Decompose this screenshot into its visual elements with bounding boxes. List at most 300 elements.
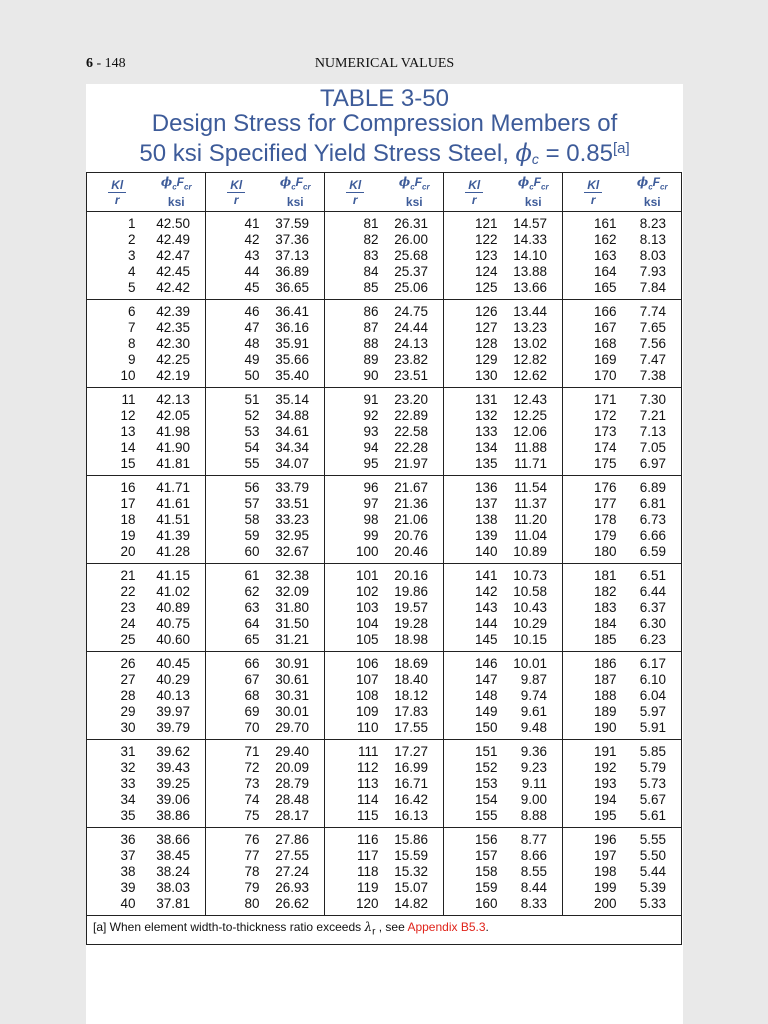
stress-value: 20.46 (394, 544, 428, 559)
stress-value: 14.57 (513, 216, 547, 231)
stress-value: 42.13 (156, 392, 190, 407)
kl-denominator: r (114, 192, 120, 207)
kl-r-value: 8 (127, 336, 136, 351)
kl-r-cell (444, 300, 505, 388)
kl-r-cell (87, 300, 148, 388)
stress-value: 9.00 (520, 792, 547, 807)
stress-value: 30.31 (275, 688, 309, 703)
stress-value: 12.62 (513, 368, 547, 383)
kl-r-value: 1 (127, 216, 136, 231)
kl-r-value: 14 (120, 440, 136, 455)
kl-r-value: 123 (474, 248, 498, 263)
stress-value: 38.45 (156, 848, 190, 863)
stress-value: 16.99 (394, 760, 428, 775)
kl-r-value: 169 (593, 352, 617, 367)
stress-value: 5.61 (639, 808, 666, 823)
phi-subscript: c (410, 182, 415, 192)
running-title: NUMERICAL VALUES (314, 56, 455, 71)
kl-r-value: 104 (355, 616, 379, 631)
stress-value: 7.65 (639, 320, 666, 335)
kl-r-value: 189 (593, 704, 617, 719)
kl-r-value: 165 (593, 280, 617, 295)
stress-value: 11.71 (514, 456, 547, 471)
stress-value: 22.28 (394, 440, 428, 455)
kl-r-cell (206, 740, 267, 828)
design-stress-cell (505, 388, 563, 476)
stress-value: 7.93 (639, 264, 666, 279)
kl-r-value: 20 (120, 544, 136, 559)
stress-value: 38.66 (156, 832, 190, 847)
kl-r-value: 144 (474, 616, 498, 631)
stress-value: 25.06 (394, 280, 428, 295)
stress-value: 18.40 (394, 672, 428, 687)
kl-r-value: 164 (593, 264, 617, 279)
design-stress-cell (624, 652, 682, 740)
stress-value: 10.73 (513, 568, 547, 583)
stress-value: 10.89 (513, 544, 547, 559)
kl-numerator: Kl (346, 178, 364, 193)
kl-r-value: 199 (593, 880, 617, 895)
kl-r-value: 72 (244, 760, 260, 775)
kl-r-value: 182 (593, 584, 617, 599)
kl-r-value: 79 (244, 880, 260, 895)
design-stress-cell (267, 476, 325, 564)
kl-r-value: 122 (474, 232, 498, 247)
kl-r-value: 65 (244, 632, 260, 647)
stress-value: 13.44 (513, 304, 547, 319)
kl-r-value: 90 (363, 368, 379, 383)
stress-value: 32.95 (275, 528, 309, 543)
stress-value: 5.91 (639, 720, 666, 735)
stress-value: 21.67 (394, 480, 428, 495)
phi-subscript: c (291, 182, 296, 192)
kl-r-fraction (346, 178, 364, 207)
kl-r-value: 124 (474, 264, 498, 279)
table-row-group (87, 828, 682, 916)
stress-value: 22.58 (394, 424, 428, 439)
design-stress-cell (267, 652, 325, 740)
kl-r-value: 116 (356, 832, 379, 847)
kl-r-cell (325, 212, 386, 300)
design-stress-cell (505, 300, 563, 388)
f-subscript: cr (541, 182, 549, 192)
stress-value: 12.06 (513, 424, 547, 439)
stress-value: 42.45 (156, 264, 190, 279)
phi-symbol: ϕ (517, 175, 530, 190)
kl-r-value: 50 (244, 368, 260, 383)
kl-r-value: 200 (593, 896, 617, 911)
kl-r-value: 113 (356, 776, 379, 791)
phi-symbol: ϕ (636, 175, 649, 190)
stress-value: 26.00 (394, 232, 428, 247)
kl-r-value: 120 (355, 896, 379, 911)
kl-r-value: 33 (120, 776, 136, 791)
f-symbol: F (295, 175, 304, 190)
stress-value: 35.66 (275, 352, 309, 367)
design-stress-cell (386, 476, 444, 564)
kl-r-value: 19 (120, 528, 136, 543)
kl-r-value: 101 (355, 568, 379, 583)
stress-value: 21.97 (394, 456, 428, 471)
stress-value: 36.89 (275, 264, 309, 279)
kl-r-cell (325, 388, 386, 476)
kl-r-cell (87, 828, 148, 916)
stress-value: 41.28 (156, 544, 190, 559)
kl-r-value: 31 (120, 744, 136, 759)
stress-value: 15.32 (394, 864, 428, 879)
lambda-subscript: r (372, 926, 376, 938)
table-header-row (87, 173, 682, 212)
stress-value: 20.76 (394, 528, 428, 543)
kl-r-value: 35 (120, 808, 136, 823)
kl-r-cell (563, 740, 624, 828)
stress-value: 39.43 (156, 760, 190, 775)
kl-r-value: 192 (593, 760, 617, 775)
kl-r-value: 153 (474, 776, 498, 791)
stress-value: 12.43 (513, 392, 547, 407)
stress-value: 29.70 (275, 720, 309, 735)
stress-value: 7.38 (639, 368, 666, 383)
kl-r-value: 197 (593, 848, 617, 863)
stress-value: 19.86 (394, 584, 428, 599)
kl-r-value: 70 (244, 720, 260, 735)
kl-r-cell (206, 828, 267, 916)
kl-r-value: 177 (593, 496, 617, 511)
f-symbol: F (176, 175, 185, 190)
design-stress-cell (148, 212, 206, 300)
design-stress-cell (624, 388, 682, 476)
stress-value: 11.20 (514, 512, 547, 527)
kl-r-value: 63 (244, 600, 260, 615)
kl-numerator: Kl (465, 178, 483, 193)
stress-value: 41.98 (156, 424, 190, 439)
page-number-value: - 148 (96, 56, 126, 71)
kl-r-value: 154 (474, 792, 498, 807)
kl-r-value: 48 (244, 336, 260, 351)
column-header-kl-r (206, 173, 267, 212)
kl-r-value: 172 (593, 408, 617, 423)
kl-r-value: 6 (127, 304, 136, 319)
design-stress-cell (386, 740, 444, 828)
kl-r-cell (206, 564, 267, 652)
appendix-link[interactable]: Appendix B5.3 (407, 920, 486, 934)
kl-r-value: 60 (244, 544, 260, 559)
stress-value: 5.33 (639, 896, 666, 911)
kl-numerator: Kl (584, 178, 602, 193)
design-stress-table (86, 172, 682, 945)
stress-value: 6.30 (639, 616, 666, 631)
kl-r-value: 81 (363, 216, 379, 231)
kl-r-value: 75 (244, 808, 260, 823)
kl-r-value: 25 (120, 632, 136, 647)
kl-r-cell (444, 476, 505, 564)
stress-value: 39.97 (156, 704, 190, 719)
kl-r-value: 191 (593, 744, 617, 759)
stress-value: 8.66 (520, 848, 547, 863)
stress-value: 37.36 (275, 232, 309, 247)
stress-value: 38.03 (156, 880, 190, 895)
stress-value: 26.93 (275, 880, 309, 895)
kl-r-value: 134 (474, 440, 498, 455)
kl-r-value: 138 (474, 512, 498, 527)
kl-r-value: 168 (593, 336, 617, 351)
stress-value: 7.21 (639, 408, 666, 423)
kl-r-value: 41 (244, 216, 260, 231)
kl-r-value: 43 (244, 248, 260, 263)
design-stress-cell (386, 388, 444, 476)
kl-r-value: 32 (120, 760, 136, 775)
stress-value: 17.27 (394, 744, 428, 759)
phi-symbol: ϕ (515, 139, 532, 167)
column-header-design-stress (505, 173, 563, 212)
kl-r-value: 145 (474, 632, 498, 647)
kl-r-value: 139 (474, 528, 498, 543)
stress-value: 36.41 (275, 304, 309, 319)
design-stress-cell (148, 476, 206, 564)
kl-r-value: 29 (120, 704, 136, 719)
stress-value: 35.91 (275, 336, 309, 351)
stress-value: 9.11 (521, 776, 547, 791)
stress-value: 6.59 (639, 544, 666, 559)
table-row-group (87, 388, 682, 476)
kl-r-value: 15 (120, 456, 136, 471)
kl-r-value: 157 (474, 848, 498, 863)
stress-value: 14.33 (513, 232, 547, 247)
stress-value: 18.12 (394, 688, 428, 703)
kl-r-value: 87 (363, 320, 379, 335)
kl-r-cell (325, 828, 386, 916)
kl-r-cell (87, 564, 148, 652)
kl-r-value: 114 (356, 792, 379, 807)
kl-r-value: 3 (127, 248, 136, 263)
stress-value: 7.30 (639, 392, 666, 407)
kl-r-cell (325, 652, 386, 740)
design-stress-cell (505, 828, 563, 916)
stress-value: 21.06 (394, 512, 428, 527)
stress-value: 33.23 (275, 512, 309, 527)
kl-r-value: 22 (120, 584, 136, 599)
kl-r-value: 28 (120, 688, 136, 703)
kl-r-value: 4 (127, 264, 136, 279)
kl-r-value: 77 (244, 848, 260, 863)
kl-r-value: 149 (474, 704, 498, 719)
kl-r-value: 141 (474, 568, 498, 583)
table-row-group (87, 740, 682, 828)
kl-r-value: 10 (120, 368, 136, 383)
stress-value: 35.14 (275, 392, 309, 407)
f-symbol: F (652, 175, 661, 190)
stress-value: 9.48 (520, 720, 547, 735)
kl-r-value: 194 (593, 792, 617, 807)
kl-r-value: 99 (363, 528, 379, 543)
kl-r-value: 73 (244, 776, 260, 791)
kl-r-value: 84 (363, 264, 379, 279)
stress-value: 6.44 (639, 584, 666, 599)
footnote-suffix: . (485, 920, 489, 934)
kl-r-value: 106 (355, 656, 379, 671)
stress-value: 10.01 (513, 656, 547, 671)
kl-r-value: 186 (593, 656, 617, 671)
stress-value: 10.43 (513, 600, 547, 615)
kl-denominator: r (352, 192, 358, 207)
stress-value: 6.37 (639, 600, 666, 615)
stress-value: 30.61 (275, 672, 309, 687)
stress-value: 5.79 (639, 760, 666, 775)
stress-value: 34.88 (275, 408, 309, 423)
kl-r-value: 11 (121, 392, 136, 407)
kl-r-value: 55 (244, 456, 260, 471)
kl-numerator: Kl (108, 178, 126, 193)
kl-r-value: 167 (593, 320, 617, 335)
kl-r-value: 71 (244, 744, 260, 759)
kl-r-fraction (108, 178, 126, 207)
kl-r-value: 198 (593, 864, 617, 879)
kl-denominator: r (471, 192, 477, 207)
kl-r-value: 9 (127, 352, 136, 367)
kl-r-value: 162 (593, 232, 617, 247)
stress-value: 40.89 (156, 600, 190, 615)
stress-value: 40.29 (156, 672, 190, 687)
kl-r-value: 100 (355, 544, 379, 559)
stress-value: 23.51 (394, 368, 428, 383)
stress-value: 29.40 (275, 744, 309, 759)
kl-r-value: 151 (474, 744, 498, 759)
caption-text: 50 ksi Specified Yield Stress Steel, (139, 140, 509, 167)
kl-r-value: 93 (363, 424, 379, 439)
stress-value: 42.42 (156, 280, 190, 295)
column-header-design-stress (267, 173, 325, 212)
stress-heading (161, 175, 192, 208)
kl-r-value: 185 (593, 632, 617, 647)
table-caption-line-1: Design Stress for Compression Members of (151, 110, 618, 137)
stress-value: 16.42 (394, 792, 428, 807)
kl-r-value: 176 (593, 480, 617, 495)
kl-r-cell (563, 652, 624, 740)
kl-r-value: 39 (120, 880, 136, 895)
stress-value: 5.50 (639, 848, 666, 863)
kl-r-cell (563, 476, 624, 564)
kl-r-value: 76 (244, 832, 260, 847)
stress-value: 13.66 (513, 280, 547, 295)
stress-value: 39.06 (156, 792, 190, 807)
stress-value: 13.88 (513, 264, 547, 279)
stress-value: 9.74 (520, 688, 547, 703)
kl-r-value: 133 (474, 424, 498, 439)
stress-value: 41.39 (156, 528, 190, 543)
design-stress-cell (624, 300, 682, 388)
kl-r-value: 96 (363, 480, 379, 495)
stress-value: 7.56 (639, 336, 666, 351)
kl-r-value: 80 (244, 896, 260, 911)
stress-value: 28.48 (275, 792, 309, 807)
stress-value: 8.33 (520, 896, 547, 911)
stress-value: 37.59 (275, 216, 309, 231)
kl-r-cell (563, 564, 624, 652)
stress-value: 15.59 (394, 848, 428, 863)
kl-r-value: 117 (356, 848, 379, 863)
design-stress-cell (267, 828, 325, 916)
column-header-kl-r (444, 173, 505, 212)
design-stress-cell (505, 652, 563, 740)
stress-value: 32.38 (275, 568, 309, 583)
stress-value: 10.15 (513, 632, 547, 647)
kl-r-value: 59 (244, 528, 260, 543)
kl-r-value: 115 (356, 808, 379, 823)
kl-r-value: 49 (244, 352, 260, 367)
f-subscript: cr (184, 182, 192, 192)
kl-r-value: 148 (474, 688, 498, 703)
kl-r-value: 126 (474, 304, 498, 319)
design-stress-cell (148, 828, 206, 916)
kl-r-value: 102 (355, 584, 379, 599)
kl-r-value: 183 (593, 600, 617, 615)
kl-r-value: 66 (244, 656, 260, 671)
stress-value: 6.10 (639, 672, 666, 687)
stress-value: 34.61 (275, 424, 309, 439)
stress-value: 9.61 (520, 704, 547, 719)
stress-value: 42.39 (156, 304, 190, 319)
stress-value: 8.23 (639, 216, 666, 231)
kl-r-value: 83 (363, 248, 379, 263)
kl-r-value: 171 (593, 392, 617, 407)
stress-value: 20.16 (394, 568, 428, 583)
f-subscript: cr (660, 182, 668, 192)
kl-r-cell (563, 828, 624, 916)
kl-r-value: 26 (120, 656, 136, 671)
design-stress-cell (505, 564, 563, 652)
kl-r-value: 109 (355, 704, 379, 719)
footnote-middle: , see (375, 920, 408, 934)
kl-r-value: 47 (244, 320, 260, 335)
phi-symbol: ϕ (398, 175, 411, 190)
table-title (86, 86, 683, 172)
kl-r-value: 85 (363, 280, 379, 295)
stress-value: 30.01 (275, 704, 309, 719)
kl-r-value: 105 (355, 632, 379, 647)
kl-r-cell (563, 300, 624, 388)
kl-r-value: 68 (244, 688, 260, 703)
table-number: TABLE 3-50 (320, 85, 449, 112)
stress-value: 37.81 (156, 896, 190, 911)
kl-r-value: 136 (474, 480, 498, 495)
kl-numerator: Kl (227, 178, 245, 193)
kl-r-value: 92 (363, 408, 379, 423)
design-stress-cell (267, 300, 325, 388)
stress-value: 6.17 (639, 656, 666, 671)
stress-value: 10.58 (513, 584, 547, 599)
stress-value: 34.34 (275, 440, 309, 455)
table-caption-line-2 (86, 136, 683, 172)
stress-heading (518, 175, 549, 208)
stress-value: 23.20 (394, 392, 428, 407)
design-stress-cell (624, 828, 682, 916)
stress-value: 10.29 (513, 616, 547, 631)
kl-r-value: 103 (355, 600, 379, 615)
stress-value: 41.90 (156, 440, 190, 455)
f-symbol: F (414, 175, 423, 190)
stress-heading (280, 175, 311, 208)
kl-r-value: 129 (474, 352, 498, 367)
design-stress-cell (624, 740, 682, 828)
table-row-group (87, 476, 682, 564)
kl-r-cell (325, 564, 386, 652)
phi-subscript: c (529, 182, 534, 192)
kl-r-cell (206, 652, 267, 740)
kl-r-value: 30 (120, 720, 136, 735)
phi-subscript: c (648, 182, 653, 192)
kl-r-value: 56 (244, 480, 260, 495)
kl-r-value: 175 (593, 456, 617, 471)
